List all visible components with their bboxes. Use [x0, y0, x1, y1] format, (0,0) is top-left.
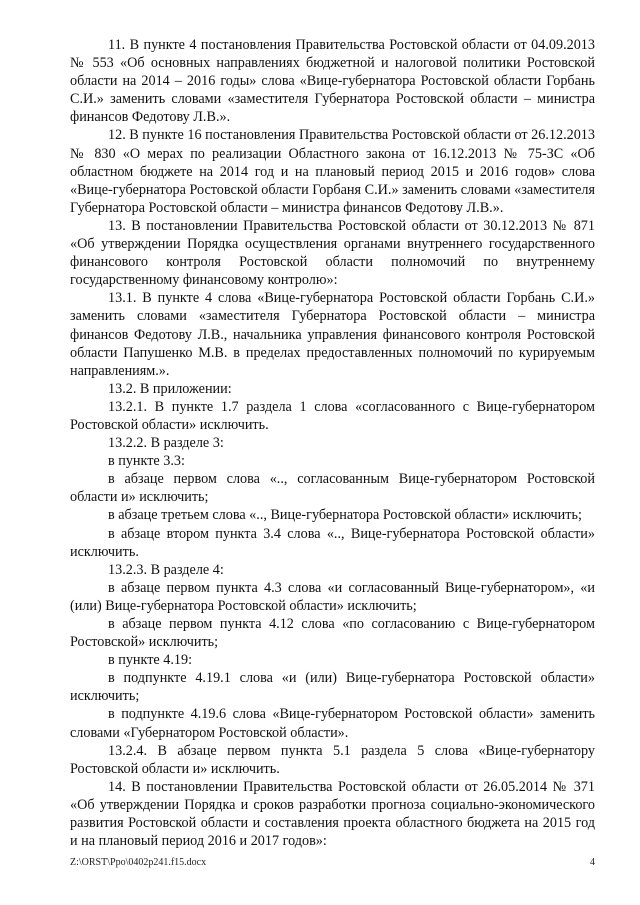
- paragraph-3-3-third: в абзаце третьем слова «.., Вице-губернатора Ростовской области» исключить;: [108, 507, 582, 524]
- paragraph-3-4-second: в абзаце втором пункта 3.4 слова «.., Вице-губернатора Ростовской области» исключить.: [70, 525, 595, 560]
- paragraph-item-4-19: в пункте 4.19:: [108, 652, 193, 669]
- paragraph-13-2-3: 13.2.3. В разделе 4:: [108, 561, 224, 578]
- paragraph-item-3-3: в пункте 3.3:: [108, 453, 185, 470]
- paragraph-13-2-4: 13.2.4. В абзаце первом пункта 5.1 раздела 5 слова «Вице-губернатору Ростовской области и» исключить.: [70, 742, 595, 777]
- paragraph-12: 12. В пункте 16 постановления Правительства Ростовской области от 26.12.2013 № 830 «О мерах по реализации Областного закона от 16.12.2013 № 75-ЗС «Об областном бюджете на 2014 год и на плановый период 2015 и 2016 годов» слова «Вице-губернатора Ростовской области Горбаня С.И.» заменить словами «заместителя Губернатора Ростовской области – министра финансов Федотову Л.В.».: [70, 127, 595, 216]
- paragraph-13-2-2: 13.2.2. В разделе 3:: [108, 435, 224, 452]
- footer-file-path: Z:\ORST\Ppo\0402p241.f15.docx: [70, 857, 207, 868]
- document-body: [70, 36, 595, 850]
- paragraph-11: 11. В пункте 4 постановления Правительства Ростовской области от 04.09.2013 № 553 «Об основных направлениях бюджетной и налоговой политики Ростовской области на 2014 – 2016 годы» слова «Вице-губернатора Ростовской области Горбань С.И.» заменить словами «заместителя Губернатора Ростовской области – министра финансов Федотову Л.В.».: [70, 37, 595, 126]
- paragraph-13: 13. В постановлении Правительства Ростовской области от 30.12.2013 № 871 «Об утверждении Порядка осуществления органами внутреннего государственного финансового контроля Ростовской области полномочий по внутреннему государственному финансовому контролю»:: [70, 217, 595, 289]
- paragraph-13-2: 13.2. В приложении:: [108, 380, 232, 397]
- paragraph-4-19-1: в подпункте 4.19.1 слова «и (или) Вице-губернатора Ростовской области» исключить;: [70, 670, 595, 705]
- paragraph-13-1: 13.1. В пункте 4 слова «Вице-губернатора Ростовской области Горбань С.И.» заменить словами «заместителя Губернатора Ростовской области – министра финансов Федотову Л.В., начальника управления финансового контроля Ростовской области Папушенко М.В. в пределах предоставленных полномочий по курируемым направлениям.».: [70, 290, 595, 379]
- page-number: 4: [590, 857, 595, 868]
- paragraph-14: 14. В постановлении Правительства Ростовской области от 26.05.2014 № 371 «Об утверждении Порядка и сроков разработки прогноза социально-экономического развития Ростовской области и составления проекта областного бюджета на 2015 год и на плановый период 2016 и 2017 годов»:: [70, 778, 595, 850]
- paragraph-4-19-6: в подпункте 4.19.6 слова «Вице-губернатором Ростовской области» заменить словами «Губернатором Ростовской области».: [70, 706, 595, 741]
- paragraph-4-12-first: в абзаце первом пункта 4.12 слова «по согласованию с Вице-губернатором Ростовской» исключить;: [70, 616, 595, 651]
- paragraph-4-3-first: в абзаце первом пункта 4.3 слова «и согласованный Вице-губернатором», «и (или) Вице-губернатора Ростовской области» исключить;: [70, 579, 595, 614]
- paragraph-13-2-1: 13.2.1. В пункте 1.7 раздела 1 слова «согласованного с Вице-губернатором Ростовской области» исключить.: [70, 398, 595, 433]
- paragraph-3-3-first: в абзаце первом слова «.., согласованным Вице-губернатором Ростовской области и» исключить;: [70, 471, 595, 506]
